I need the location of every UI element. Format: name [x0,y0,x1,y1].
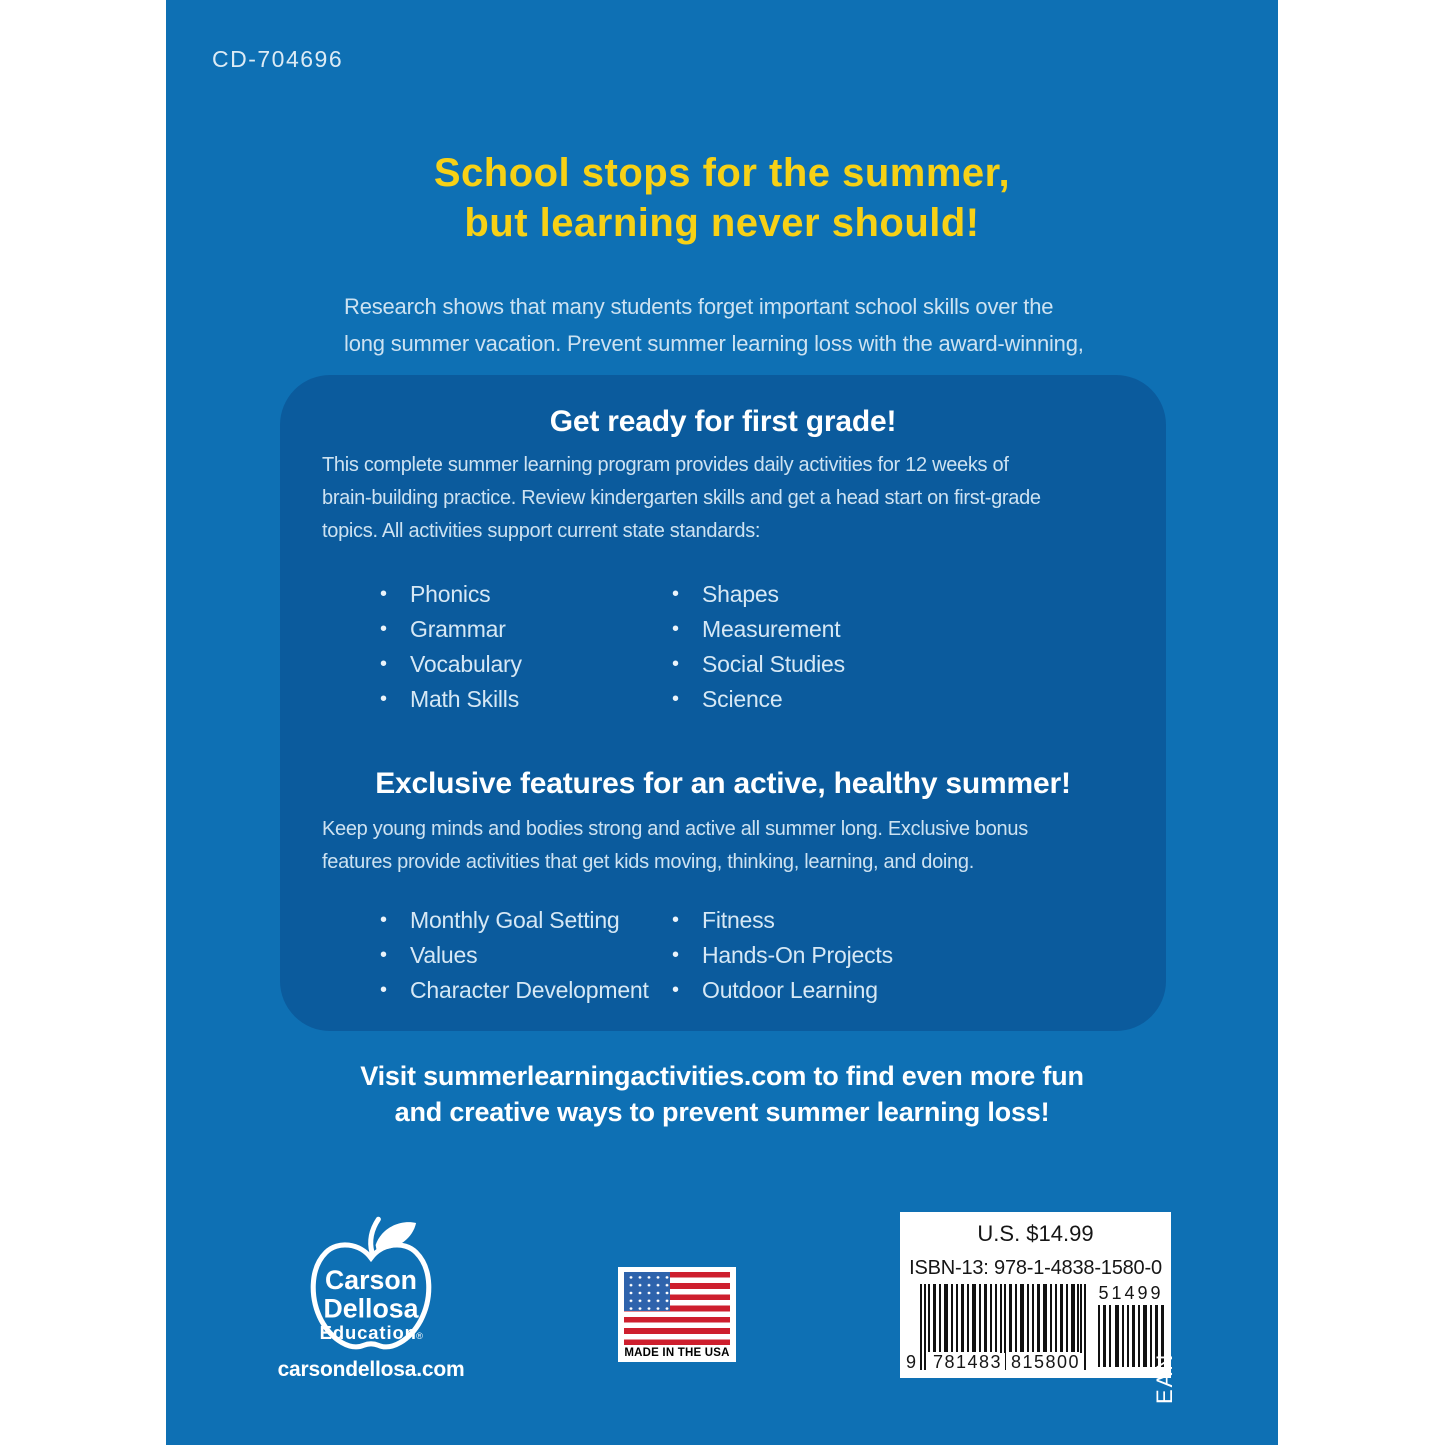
item-label: Outdoor Learning [702,977,878,1003]
intro-line-1: Research shows that many students forget important school skills over the [344,294,1054,319]
us-flag-icon [624,1272,730,1345]
list-item [672,577,845,612]
item-label: Math Skills [410,686,519,712]
features-list-right [672,903,893,1008]
bullet-icon: • [380,944,387,966]
list-item [672,938,893,973]
ean-label: EAN [1152,1352,1177,1404]
list-item [380,938,672,973]
barcode-digit-lead: 9 [906,1352,918,1372]
item-label: Monthly Goal Setting [410,907,620,933]
item-label: Vocabulary [410,651,522,677]
body-text-2 [322,813,1138,879]
info-panel [280,375,1166,1031]
list-item [672,903,893,938]
product-code: CD-704696 [212,46,344,72]
item-label: Shapes [702,581,779,607]
list-item [672,647,845,682]
bullet-icon: • [380,583,387,605]
bullet-icon: • [672,909,679,931]
bullet-icon: • [672,979,679,1001]
made-in-usa-badge [618,1267,736,1362]
list-item [672,973,893,1008]
skills-list-left [380,577,672,717]
item-label: Phonics [410,581,491,607]
list-item [380,903,672,938]
list-item [380,577,672,612]
publisher-website: carsondellosa.com [277,1358,465,1381]
bullet-icon: • [380,618,387,640]
list-item [380,612,672,647]
flag-canton [624,1272,670,1311]
item-label: Grammar [410,616,506,642]
item-label: Measurement [702,616,841,642]
bullet-icon: • [380,979,387,1001]
tagline-line-2: and creative ways to prevent summer learning loss! [394,1097,1050,1127]
bullet-icon: • [380,688,387,710]
item-label: Values [410,942,478,968]
section-heading-exclusive-features: Exclusive features for an active, healthy summer! [375,767,1071,800]
list-item [380,682,672,717]
section-heading-get-ready: Get ready for first grade! [549,405,897,438]
body2-line-2: features provide activities that get kids moving, thinking, learning, and doing. [322,851,974,873]
bullet-icon: • [380,909,387,931]
body1-line-2: brain-building practice. Review kindergarten skills and get a head start on first-grade [322,487,1041,509]
price-label: U.S. $14.99 [977,1221,1094,1246]
headline-line-2: but learning never should! [464,201,980,245]
item-label: Hands-On Projects [702,942,893,968]
list-item [380,973,672,1008]
bullet-icon: • [672,688,679,710]
publisher-name-3: Education [319,1321,417,1343]
body1-line-3: topics. All activities support current state standards: [322,520,761,542]
list-item [380,647,672,682]
item-label: Social Studies [702,651,845,677]
barcode-panel [900,1212,1171,1378]
features-list-left [380,903,672,1008]
features-lists [280,903,1166,1008]
bullet-icon: • [672,653,679,675]
body1-line-1: This complete summer learning program provides daily activities for 12 weeks of [322,454,1009,476]
bullet-icon: • [672,618,679,640]
list-item [672,612,845,647]
skills-list-right [672,577,845,717]
bullet-icon: • [380,653,387,675]
carson-dellosa-logo [266,1206,476,1382]
body2-line-1: Keep young minds and bodies strong and active all summer long. Exclusive bonus [322,818,1028,840]
body-text-1 [322,449,1138,548]
registered-mark: ® [416,1330,423,1341]
barcode-digits-group1: 781483 [930,1353,1005,1372]
publisher-name-2: Dellosa [323,1293,419,1324]
supplement-digits: 51499 [1098,1283,1164,1303]
item-label: Science [702,686,783,712]
intro-line-2: long summer vacation. Prevent summer learning loss with the award-winning, [344,331,1084,356]
ean-barcode [906,1284,1092,1372]
list-item [672,682,845,717]
tagline-line-1: Visit summerlearningactivities.com to find even more fun [360,1061,1084,1091]
headline [166,148,1278,248]
isbn-label: ISBN-13: 978-1-4838-1580-0 [909,1257,1162,1279]
item-label: Character Development [410,977,649,1003]
apple-logo-icon [302,1206,440,1354]
skills-lists [280,577,1166,717]
made-in-usa-label: MADE IN THE USA [624,1347,730,1359]
book-back-cover [166,0,1278,1445]
publisher-name-1: Carson [325,1265,417,1296]
barcode-digits-group2: 815800 [1008,1353,1083,1372]
bullet-icon: • [672,944,679,966]
website-tagline [166,1058,1278,1130]
headline-line-1: School stops for the summer, [433,151,1011,195]
bullet-icon: • [672,583,679,605]
item-label: Fitness [702,907,775,933]
